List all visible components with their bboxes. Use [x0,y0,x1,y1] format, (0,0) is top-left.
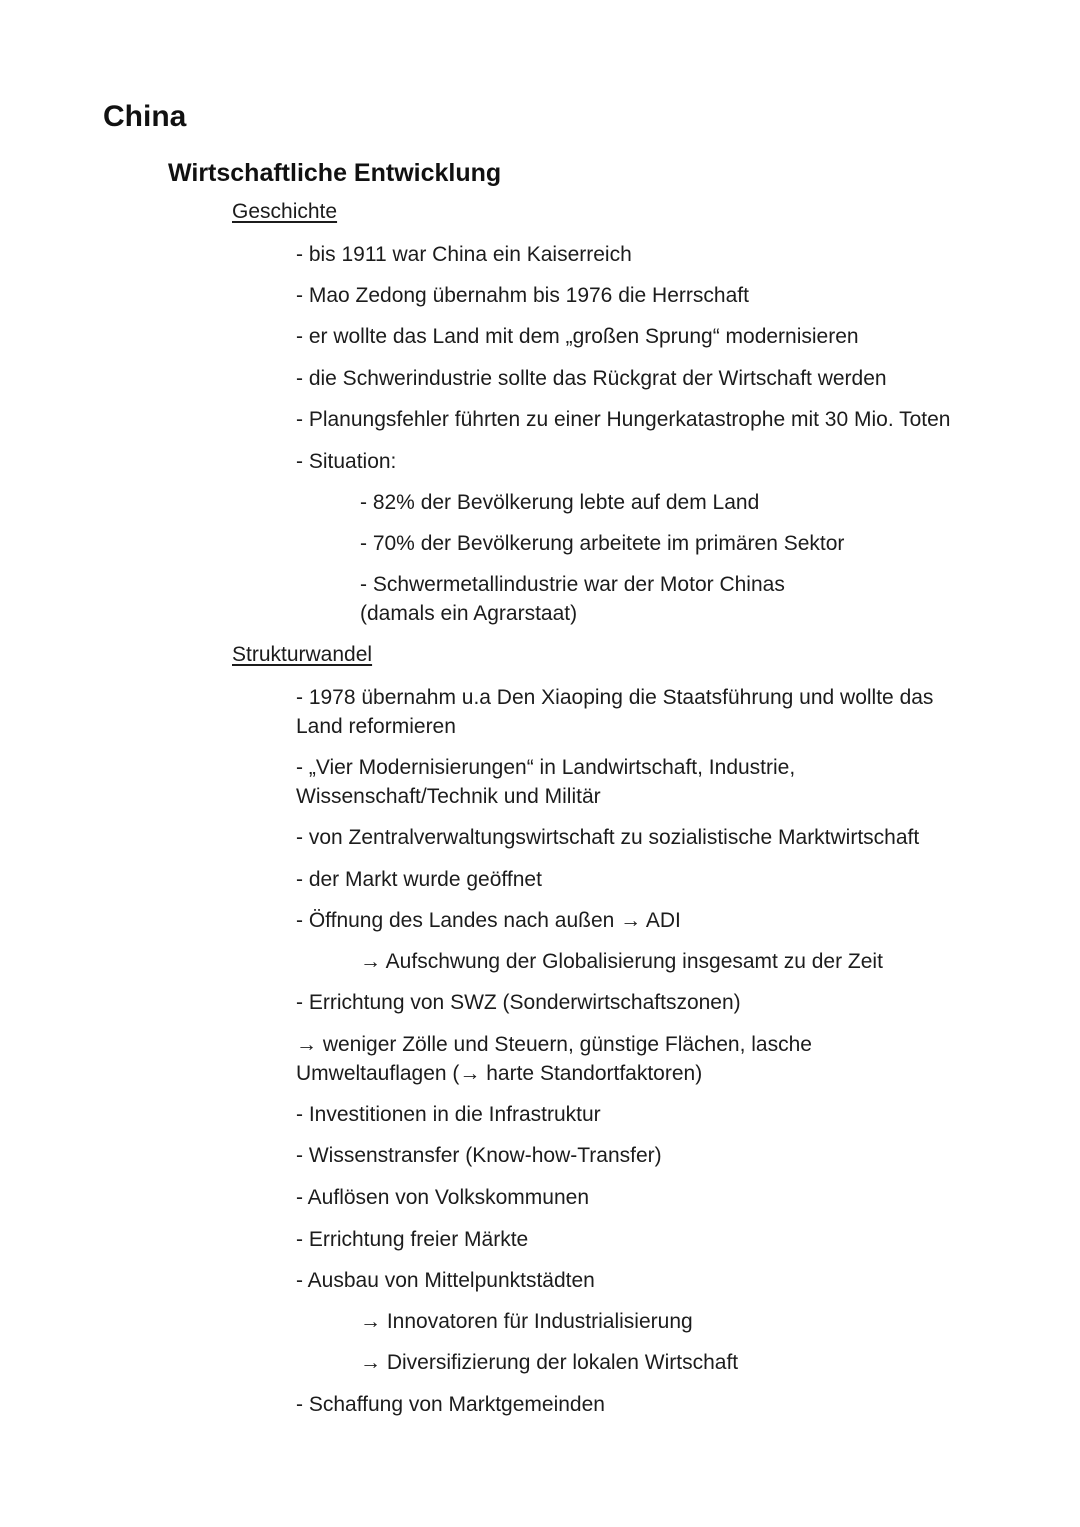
list-item: - Errichtung freier Märkte [296,1228,529,1251]
list-item: - Wissenstransfer (Know-how-Transfer) [296,1144,662,1167]
subheading-geschichte: Geschichte [232,200,338,223]
list-item: - Ausbau von Mittelpunktstädten [296,1269,595,1292]
sub-list-item: - 82% der Bevölkerung lebte auf dem Land [360,491,760,514]
list-item: - er wollte das Land mit dem „großen Sprung“ modernisieren [296,325,859,348]
list-item: - Öffnung des Landes nach außen → ADI [296,909,681,932]
list-item: - Investitionen in die Infrastruktur [296,1103,601,1126]
list-item-continuation: Land reformieren [296,715,456,738]
list-item: - Schaffung von Marktgemeinden [296,1393,605,1416]
list-item-continuation: Umweltauflagen (→ harte Standortfaktoren) [296,1062,703,1085]
list-item: - 1978 übernahm u.a Den Xiaoping die Staatsführung und wollte das [296,686,934,709]
section-title: Wirtschaftliche Entwicklung [168,159,502,187]
list-item: - von Zentralverwaltungswirtschaft zu sozialistische Marktwirtschaft [296,826,920,849]
list-item: - Errichtung von SWZ (Sonderwirtschaftszonen) [296,991,741,1014]
list-item-continuation: Wissenschaft/Technik und Militär [296,785,601,808]
list-item: → weniger Zölle und Steuern, günstige Flächen, lasche [296,1033,812,1056]
sub-list-item: - 70% der Bevölkerung arbeitete im primären Sektor [360,532,845,555]
sub-list-item: → Diversifizierung der lokalen Wirtschaft [360,1351,739,1374]
subheading-strukturwandel: Strukturwandel [232,643,373,666]
list-item: - „Vier Modernisierungen“ in Landwirtschaft, Industrie, [296,756,796,779]
sub-list-item-continuation: (damals ein Agrarstaat) [360,602,578,625]
list-item: - Mao Zedong übernahm bis 1976 die Herrschaft [296,284,749,307]
sub-list-item: → Aufschwung der Globalisierung insgesamt zu der Zeit [360,950,883,973]
list-item: - Planungsfehler führten zu einer Hungerkatastrophe mit 30 Mio. Toten [296,408,951,431]
list-item: - bis 1911 war China ein Kaiserreich [296,243,632,266]
sub-list-item: → Innovatoren für Industrialisierung [360,1310,693,1333]
page-title: China [103,100,187,133]
list-item: - Situation: [296,450,397,473]
sub-list-item: - Schwermetallindustrie war der Motor Chinas [360,573,785,596]
list-item: - der Markt wurde geöffnet [296,868,542,891]
list-item: - Auflösen von Volkskommunen [296,1186,589,1209]
list-item: - die Schwerindustrie sollte das Rückgrat der Wirtschaft werden [296,367,887,390]
